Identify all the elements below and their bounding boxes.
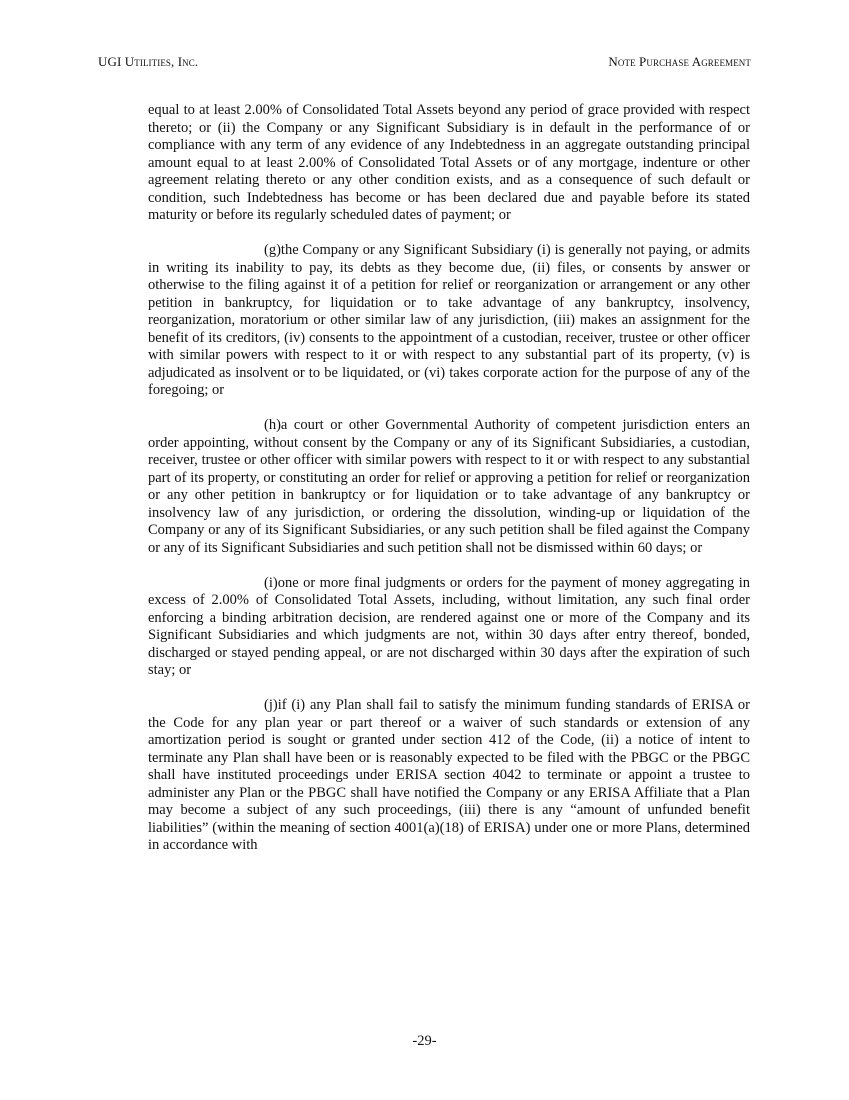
- clause-label: (j): [264, 697, 278, 713]
- paragraph-text: a court or other Governmental Authority of competent jurisdiction enters an order appointing, without consent by the Company or any of its Significant Subsidiaries, a custodian, receiver, trustee or other officer with similar powers with respect to it or with respect to any substantial part of its property, or constituting an order for relief or approving a petition for relief or reorganization or any other petition in bankruptcy or for liquidation or to take advantage of any bankruptcy or insolvency law of any jurisdiction, or ordering the dissolution, winding-up or liquidation of the Company or any of its Significant Subsidiaries, or any such petition shall be filed against the Company or any of its Significant Subsidiaries and such petition shall not be dismissed within 60 days; or: [148, 417, 750, 556]
- paragraph-text: one or more final judgments or orders for the payment of money aggregating in excess of 2.00% of Consolidated Total Assets, including, without limitation, any such final order enforcing a binding arbitration decision, are rendered against one or more of the Company and its Significant Subsidiaries and which judgments are not, within 30 days after entry thereof, bonded, discharged or stayed pending appeal, or are not discharged within 30 days after the expiration of such stay; or: [148, 574, 750, 678]
- paragraph-text: the Company or any Significant Subsidiary (i) is generally not paying, or admits in writing its inability to pay, its debts as they become due, (ii) files, or consents by answer or otherwise to the filing against it of a petition for relief or reorganization or arrangement or any other petition in bankruptcy, for liquidation or to take advantage of any bankruptcy, insolvency, reorganization, moratorium or other similar law of any jurisdiction, (iii) makes an assignment for the benefit of its creditors, (iv) consents to the appointment of a custodian, receiver, trustee or other officer with similar powers with respect to it or with respect to any substantial part of its property, (v) is adjudicated as insolvent or to be liquidated, or (vi) takes corporate action for the purpose of any of the foregoing; or: [148, 242, 750, 398]
- paragraph-text: if (i) any Plan shall fail to satisfy the minimum funding standards of ERISA or the Code for any plan year or part thereof or a waiver of such standards or extension of any amortization period is sought or granted under section 412 of the Code, (ii) a notice of intent to terminate any Plan shall have been or is reasonably expected to be filed with the PBGC or the PBGC shall have instituted proceedings under ERISA section 4042 to terminate or appoint a trustee to administer any Plan or the PBGC shall have notified the Company or any ERISA Affiliate that a Plan may become a subject of any such proceedings, (iii) there is any “amount of unfunded benefit liabilities” (within the meaning of section 4001(a)(18) of ERISA) under one or more Plans, determined in accordance with: [148, 697, 750, 853]
- clause-label: (i): [264, 574, 278, 591]
- document-body: [148, 102, 750, 872]
- page-number: -29-: [412, 1033, 437, 1049]
- clause-h: [148, 417, 750, 557]
- clause-i: [148, 575, 750, 680]
- paragraph-continuation: [148, 102, 750, 225]
- header-document-title: Note Purchase Agreement: [608, 54, 751, 69]
- paragraph-text: equal to at least 2.00% of Consolidated Total Assets beyond any period of grace provided with respect thereto; or (ii) the Company or any Significant Subsidiary is in default in the performance of or compliance with any term of any evidence of any Indebtedness in an aggregate outstanding principal amount equal to at least 2.00% of Consolidated Total Assets or of any mortgage, indenture or other agreement relating thereto or any other condition exists, and as a consequence of such default or condition, such Indebtedness has become or has been declared due and payable before its stated maturity or before its regularly scheduled dates of payment; or: [148, 102, 750, 223]
- clause-label: (g): [264, 242, 281, 258]
- clause-label: (h): [264, 417, 281, 433]
- clause-j: [148, 697, 750, 855]
- header-company-name: UGI Utilities, Inc.: [98, 54, 199, 69]
- clause-g: [148, 242, 750, 400]
